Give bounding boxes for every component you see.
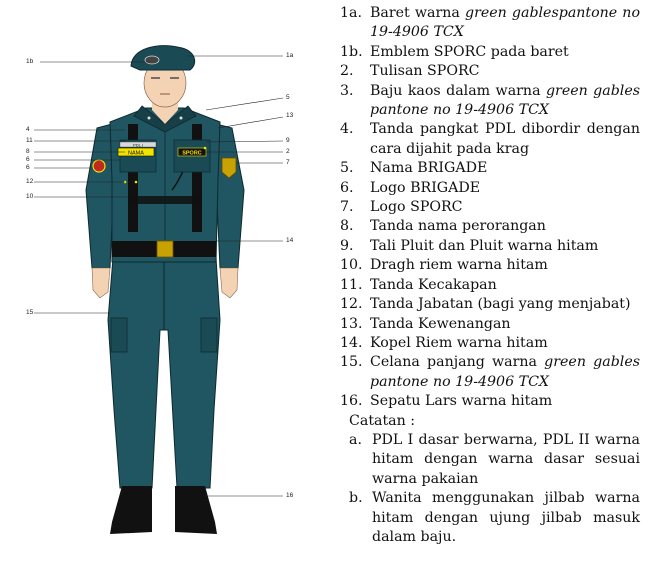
legend-item-text: Baret warna: [370, 5, 465, 21]
legend-item-number: 3.: [340, 82, 354, 99]
legend-item-number: 4.: [340, 121, 354, 138]
legend-item: [340, 315, 640, 334]
legend-item: [340, 179, 640, 198]
note-item-text: PDL I dasar berwarna, PDL II warna hitam dengan warna dasar sesuai warna pakaian: [372, 431, 640, 487]
notes-title: Catatan :: [349, 412, 416, 429]
legend-item-text: Sepatu Lars warna hitam: [370, 393, 553, 410]
beret-emblem: [145, 56, 159, 64]
trouser-pocket-right: [201, 318, 217, 352]
legend-item-number: 1b.: [340, 43, 363, 60]
sporc-patch-text: SPORC: [182, 150, 202, 157]
hand-left: [92, 268, 110, 298]
sleeve-left: [86, 124, 114, 268]
hand-right: [220, 268, 238, 298]
legend-item: [340, 217, 640, 236]
legend-item-text: Nama BRIGADE: [370, 160, 488, 177]
legend-item-text: Dragh riem warna hitam: [370, 257, 548, 274]
name-tag-text: NAMA: [128, 150, 144, 157]
legend-item: [340, 353, 640, 392]
note-item-letter: a.: [349, 431, 362, 448]
callout-13: 13: [286, 112, 294, 119]
legend-item: [340, 62, 640, 81]
callout-12: 12: [26, 178, 34, 185]
legend-item: [340, 159, 640, 178]
uniform-figure: [0, 0, 330, 573]
callout-7: 7: [286, 159, 290, 166]
legend-item-italic: green gablespantone no 19-4906 TCX: [370, 5, 640, 41]
note-item-text: Wanita menggunakan jilbab warna hitam dengan ujung jilbab masuk dalam baju.: [372, 490, 640, 545]
legend-item-text: Tulisan SPORC: [370, 63, 480, 80]
legend-item-number: 6.: [340, 179, 354, 196]
legend-item-number: 8.: [340, 218, 354, 235]
legend-item-number: 13.: [340, 315, 363, 332]
legend-item: [340, 334, 640, 353]
legend-item-text: Baju kaos dalam warna: [370, 82, 546, 99]
callout-11: 11: [26, 137, 33, 144]
legend-item-number: 7.: [340, 199, 354, 216]
legend-item-number: 1a.: [340, 5, 362, 21]
legend-item: [340, 295, 640, 314]
legend-item-number: 10.: [340, 257, 363, 274]
legend-item: [340, 392, 640, 411]
callout-15: 15: [26, 309, 34, 316]
callout-9: 9: [286, 137, 290, 144]
legend-item-text: Celana panjang warna: [370, 354, 545, 371]
legend-item-text: Tanda nama perorangan: [370, 218, 546, 235]
callout-6: 6: [26, 164, 30, 171]
beret: [131, 46, 195, 70]
callout-1a: 1a: [286, 52, 294, 59]
legend-item-text: Emblem SPORC pada baret: [370, 43, 569, 60]
legend-item: [340, 43, 640, 62]
uniform-illustration: [0, 0, 330, 573]
callout-10: 10: [26, 193, 34, 200]
legend-item-text: Logo SPORC: [370, 199, 463, 216]
legend-item: [340, 82, 640, 121]
callout-5: 6: [26, 156, 30, 163]
callout-14: 14: [286, 237, 294, 244]
legend-item-text: Tali Pluit dan Pluit warna hitam: [370, 237, 599, 254]
legend-item-number: 2.: [340, 63, 354, 80]
brigade-logo: [93, 160, 105, 172]
legend-item-number: 12.: [340, 296, 363, 313]
legend-item-text: Tanda Kewenangan: [370, 315, 511, 332]
callout-16: 16: [286, 492, 294, 499]
legend-item-number: 9.: [340, 237, 354, 254]
legend-item-number: 16.: [340, 393, 363, 410]
legend-item-number: 5.: [340, 160, 354, 177]
legend-item-text: Tanda Kecakapan: [370, 276, 497, 293]
trouser-pocket-left: [111, 318, 127, 352]
legend-item: [340, 276, 640, 295]
callout-2: 2: [286, 148, 290, 155]
skill-patch-text: PDL I: [133, 142, 143, 148]
legend-item: [340, 256, 640, 275]
note-item-letter: b.: [349, 490, 363, 507]
legend-item: [340, 237, 640, 256]
legend-item-text: Logo BRIGADE: [370, 179, 481, 196]
note-item: [340, 489, 640, 547]
belt-buckle: [157, 241, 173, 257]
callout-1b: 1b: [26, 58, 34, 65]
legend-item: [340, 198, 640, 217]
legend-item-number: 14.: [340, 334, 363, 351]
legend-item-text: Tanda Jabatan (bagi yang menjabat): [370, 296, 631, 313]
legend-item-text: Kopel Riem warna hitam: [370, 334, 548, 351]
boot-right: [175, 486, 217, 534]
callout-4: 5: [286, 94, 290, 101]
legend-item: [340, 4, 640, 43]
callout-3: 4: [26, 126, 30, 133]
legend-item-text: Tanda pangkat PDL dibordir dengan cara dijahit pada krag: [370, 121, 640, 157]
sleeve-right: [216, 124, 244, 268]
legend-item: [340, 120, 640, 159]
callout-8: 8: [26, 148, 30, 155]
legend-item-number: 15.: [340, 354, 363, 371]
uniform-legend: [340, 4, 640, 547]
note-item: [340, 431, 640, 489]
boot-left: [110, 486, 152, 534]
legend-item-number: 11.: [340, 276, 363, 293]
legend-item-italic: green gables pantone no 19-4906 TCX: [370, 82, 641, 119]
legend-item-italic: green gables pantone no 19-4906 TCX: [370, 354, 640, 390]
